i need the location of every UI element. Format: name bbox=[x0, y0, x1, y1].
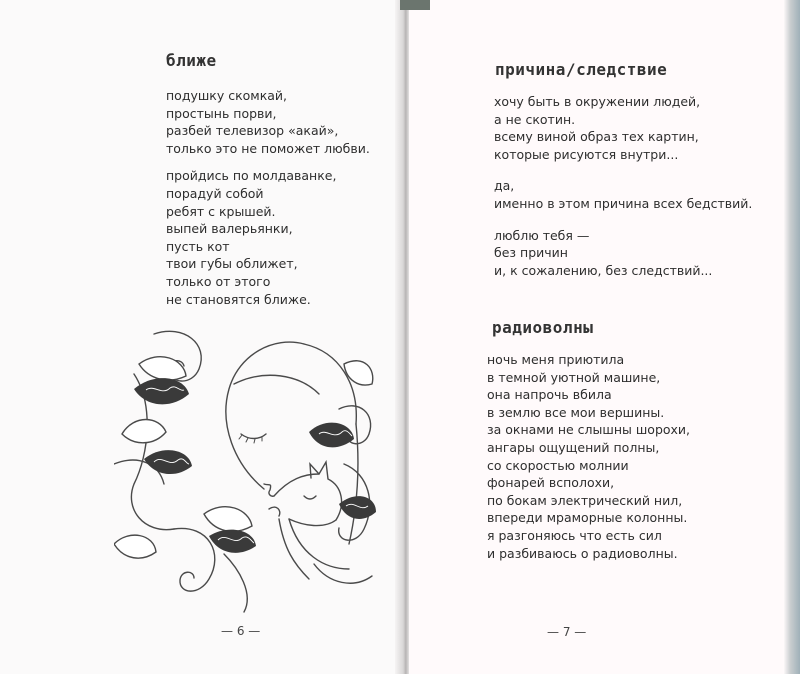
poem-text-radiovolny bbox=[487, 351, 690, 562]
poem-line: пусть кот bbox=[166, 238, 230, 254]
poem-line: всему виной образ тех картин, bbox=[494, 129, 699, 145]
poem-line: разбей телевизор «акай», bbox=[166, 123, 339, 139]
page-number-right: — 7 — bbox=[547, 625, 587, 639]
poem-line: именно в этом причина всех бедствий. bbox=[494, 195, 753, 211]
page-number-left: — 6 — bbox=[221, 624, 261, 638]
poem-line: в темной уютной машине, bbox=[487, 369, 661, 385]
poem-line: только от этого bbox=[166, 273, 271, 289]
poem-line: за окнами не слышны шорохи, bbox=[487, 422, 691, 438]
poem-title-radiovolny: радиоволны bbox=[492, 318, 594, 337]
poem-line: твои губы оближет, bbox=[166, 256, 298, 272]
poem-line: ангары ощущений полны, bbox=[487, 439, 660, 455]
poem-line: подушку скомкай, bbox=[166, 88, 288, 103]
poem-line: ребят с крышей. bbox=[166, 203, 276, 219]
poem-line: порадуй собой bbox=[166, 185, 264, 201]
poem-line: не становятся ближе. bbox=[166, 291, 311, 307]
poem-line: только это не поможет любви. bbox=[166, 140, 370, 156]
poem-line: в землю все мои вершины. bbox=[487, 404, 665, 420]
poem-line: пройдись по молдаванке, bbox=[166, 168, 337, 184]
background-edge bbox=[400, 0, 430, 10]
poem-line: и разбиваюсь о радиоволны. bbox=[487, 545, 678, 561]
poem-text-blizhe bbox=[166, 87, 370, 308]
poem-title-blizhe: ближе bbox=[166, 51, 217, 70]
face-and-cat-illustration bbox=[114, 314, 379, 614]
poem-line: фонарей всполохи, bbox=[487, 475, 615, 491]
poem-line: впереди мраморные колонны. bbox=[487, 510, 688, 526]
poem-line: выпей валерьянки, bbox=[166, 221, 293, 237]
poem-line: простынь порви, bbox=[166, 105, 277, 121]
poem-title-prichina: причина/следствие bbox=[495, 60, 668, 79]
poem-line: я разгоняюсь что есть сил bbox=[487, 527, 662, 543]
poem-text-prichina bbox=[494, 93, 752, 279]
poem-line: а не скотин. bbox=[494, 111, 576, 127]
poem-line: со скоростью молнии bbox=[487, 457, 629, 473]
poem-line: и, к сожалению, без следствий... bbox=[494, 262, 713, 278]
poem-line: хочу быть в окружении людей, bbox=[494, 94, 701, 109]
poem-line: без причин bbox=[494, 245, 568, 261]
poem-line: которые рисуются внутри... bbox=[494, 146, 679, 162]
poem-line: она напрочь вбила bbox=[487, 387, 612, 403]
poem-line: люблю тебя — bbox=[494, 227, 590, 243]
poem-line: да, bbox=[494, 178, 515, 194]
page-edge bbox=[784, 0, 800, 674]
poem-line: по бокам электрический нил, bbox=[487, 492, 683, 508]
poem-line: ночь меня приютила bbox=[487, 352, 625, 367]
